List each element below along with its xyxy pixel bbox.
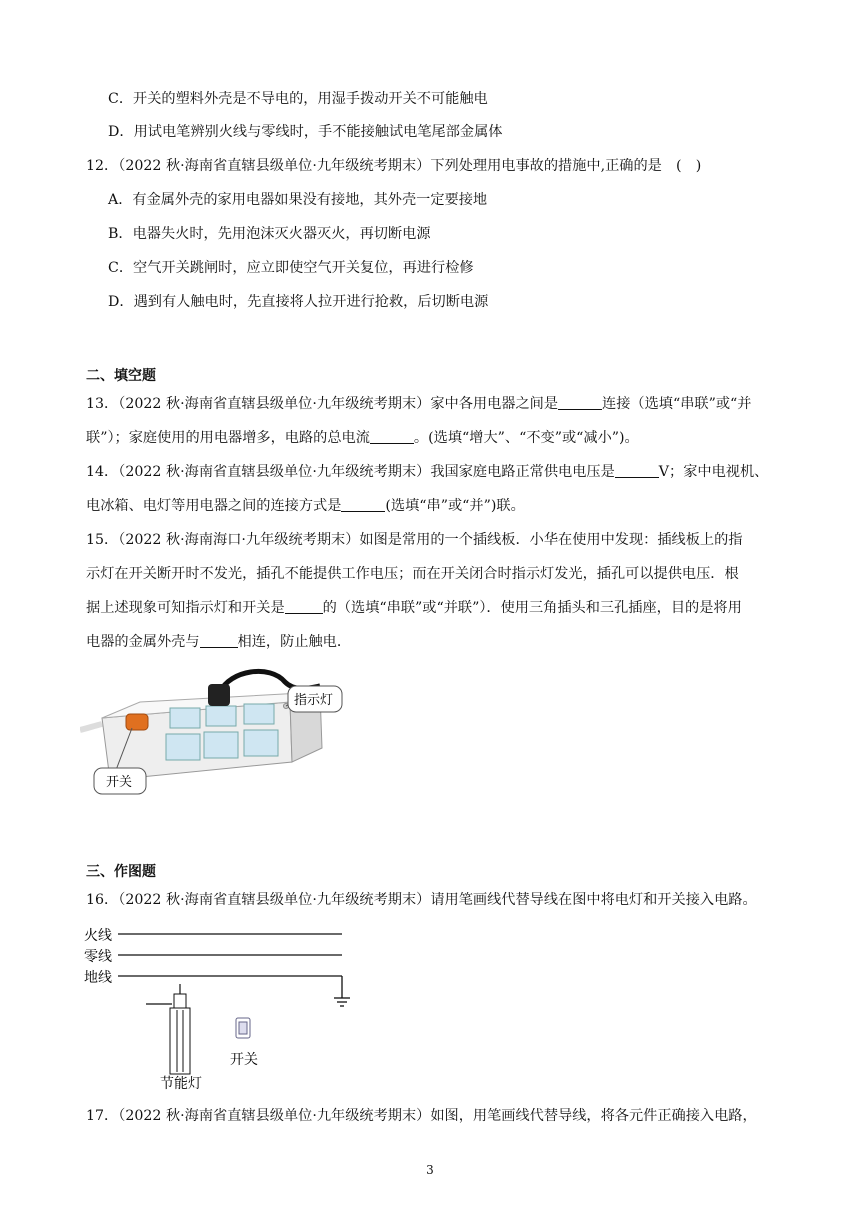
socket-icon <box>166 734 200 760</box>
circuit-figure <box>80 918 370 1090</box>
switch-icon <box>126 714 148 730</box>
q12-option-c: C．空气开关跳闸时，应立即使空气开关复位，再进行检修 <box>108 260 474 276</box>
label-lamp: 节能灯 <box>160 1076 202 1090</box>
q14-blank-2[interactable] <box>341 497 385 512</box>
label-switch: 开关 <box>106 775 133 790</box>
q13-text-d: 。(选填“增大”、“不变”或“减小”)。 <box>413 430 639 446</box>
section-fill-blank-heading: 二、填空题 <box>86 368 156 384</box>
socket-icon <box>206 706 236 726</box>
q15-text-a: 据上述现象可知指示灯和开关是 <box>86 600 285 616</box>
socket-icon <box>244 704 274 724</box>
q13-text-c: 联”）；家庭使用的用电器增多，电路的总电流 <box>86 430 370 446</box>
q12-option-b: B．电器失火时，先用泡沫灭火器灭火，再切断电源 <box>108 226 431 242</box>
q12-option-a: A．有金属外壳的家用电器如果没有接地，其外壳一定要接地 <box>108 192 488 208</box>
q15-line2: 示灯在开关断开时不发光，插孔不能提供工作电压；而在开关闭合时指示灯发光，插孔可以提供电压．根 <box>86 566 739 582</box>
q14-text-d: (选填“串”或“并”)联。 <box>385 498 525 514</box>
q15-text-d: 相连，防止触电． <box>237 634 352 650</box>
label-indicator: 指示灯 <box>294 693 334 708</box>
page-number: 3 <box>426 1163 434 1177</box>
q15-blank-2[interactable] <box>200 633 238 648</box>
socket-icon <box>204 732 238 758</box>
socket-icon <box>244 730 278 756</box>
plug-icon <box>208 684 230 706</box>
q15-line1: 15．（2022 秋·海南海口·九年级统考期末）如图是常用的一个插线板．小华在使用中发现：插线板上的指 <box>86 532 743 548</box>
q14-line1 <box>86 462 768 482</box>
label-ground-line: 地线 <box>84 970 112 986</box>
energy-saving-lamp-icon <box>170 1008 190 1074</box>
q11-option-c: C．开关的塑料外壳是不导电的，用湿手拨动开关不可能触电 <box>108 91 488 107</box>
label-switch: 开关 <box>230 1052 258 1068</box>
q12-option-d: D．遇到有人触电时，先直接将人拉开进行抢救，后切断电源 <box>108 294 489 310</box>
q13-line2 <box>86 428 639 448</box>
power-strip-figure <box>80 662 360 802</box>
q16-stem: 16．（2022 秋·海南省直辖县级单位·九年级统考期末）请用笔画线代替导线在图中将电灯和开关接入电路。 <box>86 892 757 908</box>
socket-icon <box>170 708 200 728</box>
section-drawing-heading: 三、作图题 <box>86 864 156 880</box>
q14-text-b: V；家中电视机、 <box>658 464 769 480</box>
wall-switch-rocker <box>239 1022 247 1034</box>
q14-blank-1[interactable] <box>615 463 659 478</box>
q13-blank-2[interactable] <box>370 429 414 444</box>
cable <box>80 724 102 730</box>
q14-text-c: 电冰箱、电灯等用电器之间的连接方式是 <box>86 498 342 514</box>
label-zero-line: 零线 <box>84 949 112 965</box>
q15-text-c: 电器的金属外壳与 <box>86 634 200 650</box>
q12-stem: 12．（2022 秋·海南省直辖县级单位·九年级统考期末）下列处理用电事故的措施中,正确的是 ( ) <box>86 158 702 174</box>
q17-stem: 17．（2022 秋·海南省直辖县级单位·九年级统考期末）如图，用笔画线代替导线，将各元件正确接入电路， <box>86 1108 757 1124</box>
q15-text-b: 的（选填“串联”或“并联”）．使用三角插头和三孔插座，目的是将用 <box>322 600 742 616</box>
label-fire-line: 火线 <box>84 928 112 944</box>
q11-option-d: D．用试电笔辨别火线与零线时，手不能接触试电笔尾部金属体 <box>108 124 503 140</box>
q13-text-b: 连接（选填“串联”或“并 <box>602 396 752 412</box>
q13-blank-1[interactable] <box>558 395 602 410</box>
q14-text-a: 14．（2022 秋·海南省直辖县级单位·九年级统考期末）我国家庭电路正常供电电压是 <box>86 464 615 480</box>
q15-line3 <box>86 598 742 618</box>
q15-line4 <box>86 632 351 652</box>
lamp-cap <box>174 994 186 1008</box>
q15-blank-1[interactable] <box>285 599 323 614</box>
q14-line2 <box>86 496 525 516</box>
q13-line1 <box>86 394 751 414</box>
q13-text-a: 13．（2022 秋·海南省直辖县级单位·九年级统考期末）家中各用电器之间是 <box>86 396 559 412</box>
